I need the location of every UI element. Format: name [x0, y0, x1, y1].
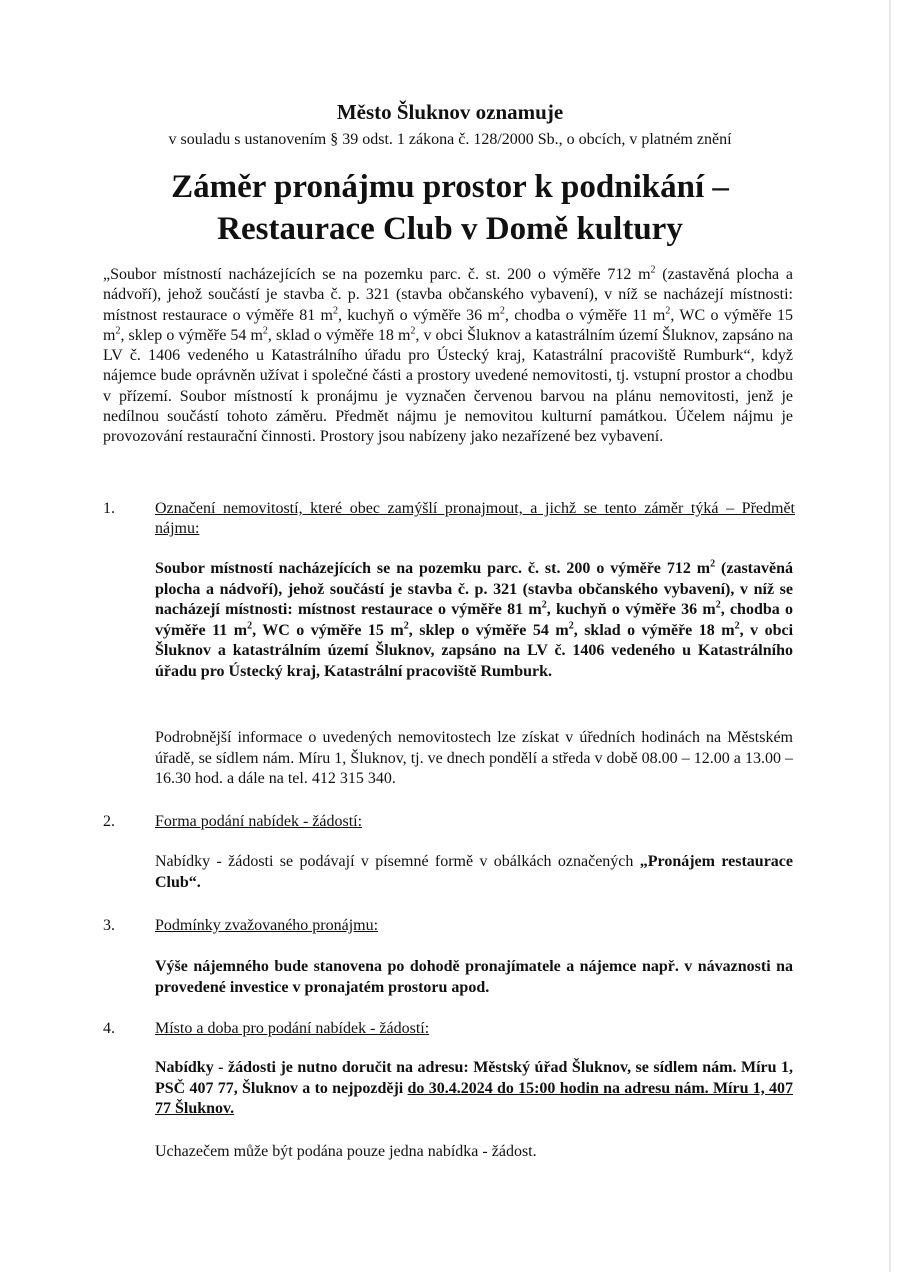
superscript: 2	[734, 620, 740, 632]
superscript: 2	[715, 599, 721, 611]
superscript: 2	[247, 620, 253, 632]
section-3-text: Výše nájemného bude stanovena po dohodě pronajímatele a nájemce např. v návaznosti na provedené investice v pronajatém prostoru apod.	[155, 958, 793, 996]
superscript: 2	[665, 305, 671, 317]
scan-edge-line	[889, 0, 891, 1272]
section-1-subject-text: , sklep o výměře 54 m	[408, 621, 569, 639]
section-3-number: 3.	[103, 917, 115, 934]
section-1-subject	[155, 559, 793, 683]
intro-text: , kuchyň o výměře 36 m	[337, 306, 500, 324]
superscript: 2	[568, 620, 574, 632]
section-4-heading: Místo a doba pro podání nabídek - žádostí:	[155, 1020, 430, 1037]
intro-text: , v obci Šluknov a katastrálním území Šluknov, zapsáno na LV č. 1406 vedeného u Katastrálního úřadu pro Ústecký kraj, Katastrální pracoviště Rumburk“, když nájemce bude oprávněn užívat i společné části a prostory uvedené nemovitosti, tj. vstupní prostor a chodbu v přízemí. Soubor místností k pronájmu je vyznačen červenou barvou na plánu nemovitosti, jenž je nedílnou součástí tohoto záměru. Předmět nájmu je nemovitou kulturní památkou. Účelem nájmu je provozování restaurační činnosti. Prostory jsou nabízeny jako nezařízené bez vybavení.	[103, 326, 793, 446]
section-2-text-plain: Nabídky - žádosti se podávají v písemné formě v obálkách označených	[155, 853, 640, 870]
superscript: 2	[403, 620, 409, 632]
intro-text: , sklep o výměře 54 m	[120, 326, 263, 344]
intro-text: (zastavěná plocha a nádvoří), jehož součástí je stavba č. p. 321 (stavba občanského vybavení), v níž se nacházejí místnosti: místnost restaurace o výměře 81 m	[103, 266, 793, 324]
section-4-number: 4.	[103, 1020, 115, 1037]
section-1-subject-text: , sklad o výměře 18 m	[573, 621, 735, 639]
section-4-deadline: do 30.4.2024 do 15:00 hodin na adresu nám. Míru 1, 407 77 Šluknov.	[155, 1079, 794, 1118]
section-2-text-bold: „Pronájem restaurace Club“.	[155, 853, 793, 891]
section-4-note: Uchazečem může být podána pouze jedna nabídka - žádost.	[155, 1143, 537, 1160]
section-3-heading: Podmínky zvažovaného pronájmu:	[155, 917, 379, 934]
main-title	[0, 166, 900, 250]
superscript: 2	[262, 325, 268, 337]
superscript: 2	[499, 305, 505, 317]
main-title-line-1: Záměr pronájmu prostor k podnikání –	[171, 169, 729, 205]
superscript: 2	[332, 305, 338, 317]
section-1-number: 1.	[103, 500, 115, 517]
intro-paragraph	[103, 265, 793, 448]
superscript: 2	[115, 325, 121, 337]
superscript: 2	[710, 558, 716, 570]
intro-text: , WC o výměře 15 m	[103, 306, 794, 344]
intro-text: „Soubor místností nacházejících se na pozemku parc. č. st. 200 o výměře 712 m	[103, 266, 651, 283]
superscript: 2	[650, 264, 656, 276]
section-4-text-bold: Nabídky - žádosti je nutno doručit na adresu: Městský úřad Šluknov, se sídlem nám. Míru 1, PSČ 407 77, Šluknov a to nejpozději	[155, 1059, 793, 1097]
section-4-text	[155, 1058, 793, 1120]
section-1-subject-text: , chodba o výměře 11 m	[155, 601, 794, 639]
superscript: 2	[410, 325, 416, 337]
intro-text: , sklad o výměře 18 m	[267, 326, 411, 344]
section-1-subject-text: (zastavěná plocha a nádvoří), jehož součástí je stavba č. p. 321 (stavba občanského vybavení), v níž se nacházejí místnosti: místnost restaurace o výměře 81 m	[155, 560, 794, 619]
superscript: 2	[541, 599, 547, 611]
section-2-text	[155, 852, 793, 893]
section-1-subject-text: Soubor místností nacházejících se na pozemku parc. č. st. 200 o výměře 712 m	[155, 560, 711, 577]
header-title: Město Šluknov oznamuje	[336, 100, 564, 124]
section-1-info: Podrobnější informace o uvedených nemovitostech lze získat v úředních hodinách na Městském úřadě, se sídlem nám. Míru 1, Šluknov, tj. ve dnech pondělí a středa v době 08.00 – 12.00 a 13.00 – 16.30 hod. a dále na tel. 412 315 340.	[155, 729, 793, 788]
section-1-subject-text: , WC o výměře 15 m	[252, 621, 404, 639]
section-1-subject-text: , kuchyň o výměře 36 m	[546, 601, 716, 619]
main-title-line-2: Restaurace Club v Domě kultury	[217, 211, 683, 247]
header-subtitle: v souladu s ustanovením § 39 odst. 1 zákona č. 128/2000 Sb., o obcích, v platném znění	[168, 131, 732, 148]
section-1-heading: Označení nemovitostí, které obec zamýšlí pronajmout, a jichž se tento záměr týká – Předmět nájmu:	[155, 500, 795, 537]
section-2-heading: Forma podání nabídek - žádostí:	[155, 813, 363, 830]
section-1-subject-text: , v obci Šluknov a katastrálním území Šluknov, zapsáno na LV č. 1406 vedeného u Katastrálního úřadu pro Ústecký kraj, Katastrální pracoviště Rumburk.	[155, 621, 794, 680]
section-2-number: 2.	[103, 813, 115, 830]
intro-text: , chodba o výměře 11 m	[504, 306, 666, 324]
